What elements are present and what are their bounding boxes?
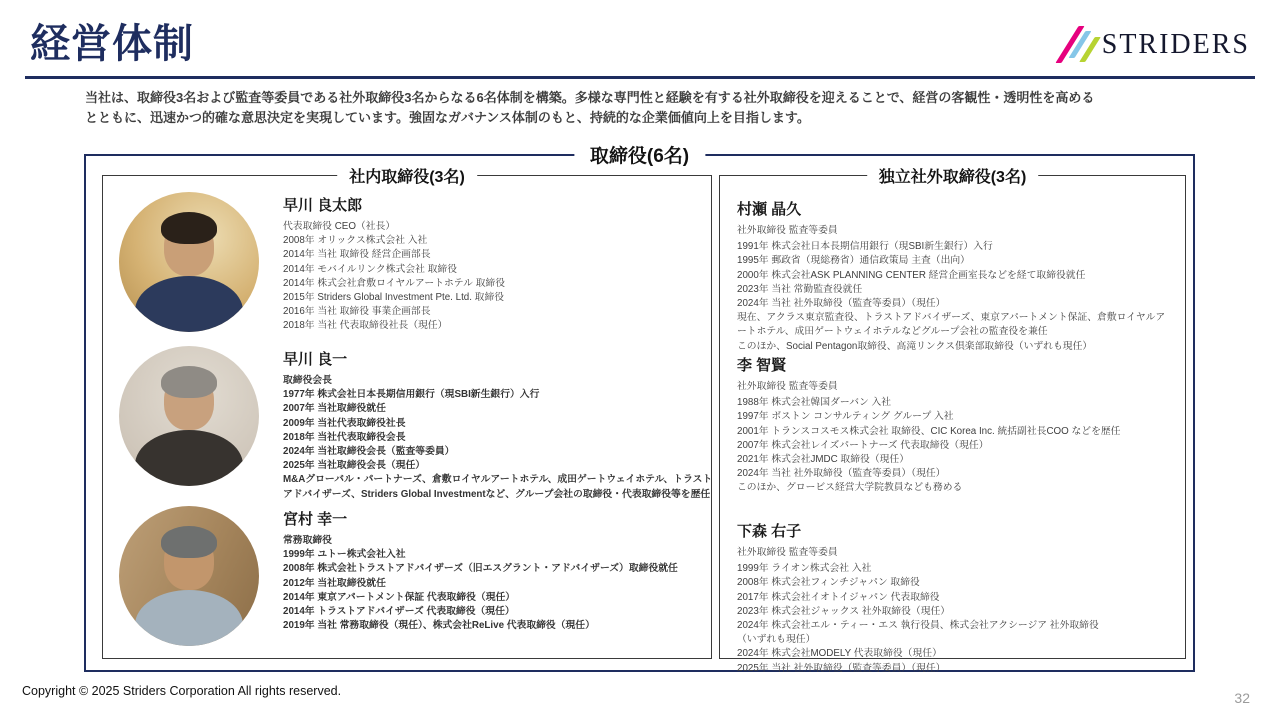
member-role: 取締役会長 — [283, 375, 332, 386]
career-line: 2012年 当社取締役就任 — [283, 577, 386, 589]
member-career — [737, 240, 1171, 354]
board-box — [84, 146, 1195, 674]
member-career — [283, 548, 713, 633]
member-name: 村瀬 晶久 — [737, 201, 802, 218]
member-role: 社外取締役 監査等委員 — [737, 225, 838, 236]
member-role: 代表取締役 CEO（社長） — [283, 221, 396, 232]
internal-directors-title: 社内取締役(3名) — [337, 164, 477, 187]
career-line: 2024年 株式会社エル・ティー・エス 執行役員、株式会社アクシージア 社外取締役 — [737, 620, 1099, 632]
career-line: 2007年 当社取締役就任 — [283, 403, 386, 415]
member-photo — [119, 192, 259, 332]
member-photo — [119, 346, 259, 486]
career-line: 2025年 当社 社外取締役（監査等委員）（現任） — [737, 662, 946, 674]
career-line: 2014年 東京アパートメント保証 代表取締役（現任） — [283, 591, 516, 603]
career-line: （いずれも現任） — [737, 634, 816, 646]
member-block-shimomori-yuko — [737, 520, 1171, 676]
external-directors-box — [719, 169, 1186, 674]
member-bio — [283, 192, 713, 334]
member-career — [283, 388, 713, 502]
member-role: 常務取締役 — [283, 535, 332, 546]
member-career — [737, 396, 1171, 495]
career-line: 2014年 当社 取締役 経営企画部長 — [283, 249, 431, 261]
career-line: 1977年 株式会社日本長期信用銀行（現SBI新生銀行）入行 — [283, 389, 540, 401]
career-line: 2014年 株式会社倉敷ロイヤルアートホテル 取締役 — [283, 277, 505, 289]
intro-text — [85, 88, 1185, 128]
career-line: 1988年 株式会社韓国ダーバン 入社 — [737, 397, 892, 409]
career-line: 2024年 当社 社外取締役（監査等委員）（現任） — [737, 298, 946, 310]
member-role: 社外取締役 監査等委員 — [737, 381, 838, 392]
career-line: 2008年 株式会社トラストアドバイザーズ（旧エスグラント・アドバイザーズ）取締役就任 — [283, 563, 678, 575]
page-number: 32 — [1234, 690, 1250, 706]
career-line: M&Aグローバル・パートナーズ、倉敷ロイヤルアートホテル、成田ゲートウェイホテル、トラストアドバイザーズ、Striders Global Investmentなど、グループ会社の取締役・代表取締役等を歴任 — [283, 474, 713, 500]
career-line: 1999年 ライオン株式会社 入社 — [737, 563, 872, 575]
member-block-miyamura-koichi — [119, 506, 713, 646]
career-line: 2008年 オリックス株式会社 入社 — [283, 235, 428, 247]
career-line: 2024年 株式会社MODELY 代表取締役（現任） — [737, 648, 942, 660]
career-line: 2009年 当社代表取締役社長 — [283, 417, 406, 429]
board-title: 取締役(6名) — [574, 141, 705, 168]
career-line: 1999年 ユトー株式会社入社 — [283, 549, 406, 561]
title-divider — [25, 76, 1255, 79]
career-line: 2021年 株式会社JMDC 取締役（現任） — [737, 454, 910, 466]
striders-logo — [1067, 26, 1250, 63]
career-line: このほか、グロービス経営大学院教員なども務める — [737, 482, 963, 494]
career-line: 2008年 株式会社フィンチジャパン 取締役 — [737, 577, 920, 589]
career-line: 2007年 株式会社レイズパートナーズ 代表取締役（現任） — [737, 439, 989, 451]
career-line: 2023年 当社 常勤監査役就任 — [737, 283, 863, 295]
avatar-silhouette-torso — [135, 430, 243, 486]
avatar-silhouette-torso — [135, 276, 243, 332]
logo-text: STRIDERS — [1101, 28, 1250, 60]
logo-stripes-icon — [1067, 26, 1093, 63]
internal-directors-box — [102, 169, 713, 659]
member-name: 早川 良太郎 — [283, 197, 363, 214]
career-line: 2016年 当社 取締役 事業企画部長 — [283, 306, 431, 318]
career-line: 2025年 当社取締役会長（現任） — [283, 460, 426, 472]
career-line: 1997年 ボストン コンサルティング グループ 入社 — [737, 411, 954, 423]
intro-line-2: とともに、迅速かつ的確な意思決定を実現しています。強固なガバナンス体制のもと、持続的な企業価値向上を目指します。 — [85, 110, 810, 126]
member-bio — [283, 506, 713, 633]
member-block-murase-akihisa — [737, 198, 1171, 354]
member-career — [737, 562, 1171, 676]
member-name: 宮村 幸一 — [283, 511, 348, 528]
career-line: 2019年 当社 常務取締役（現任）、株式会社ReLive 代表取締役（現任） — [283, 620, 595, 632]
career-line: 現在、アクラス東京監査役、トラストアドバイザーズ、東京アパートメント保証、倉敷ロイヤルアートホテル、成田ゲートウェイホテルなどグループ会社の監査役を兼任 — [737, 312, 1166, 338]
avatar-silhouette-head — [164, 218, 214, 276]
member-name: 早川 良一 — [283, 351, 348, 368]
page-title: 経営体制 — [30, 22, 194, 66]
member-role: 社外取締役 監査等委員 — [737, 547, 838, 558]
career-line: 2023年 株式会社ジャックス 社外取締役（現任） — [737, 605, 951, 617]
career-line: 1995年 郵政省（現総務省）通信政策局 主査（出向） — [737, 255, 970, 267]
career-line: 1991年 株式会社日本長期信用銀行（現SBI新生銀行）入行 — [737, 241, 993, 253]
career-line: 2014年 トラストアドバイザーズ 代表取締役（現任） — [283, 606, 515, 618]
member-name: 李 智賢 — [737, 357, 787, 374]
member-bio — [283, 346, 713, 502]
external-directors-title: 独立社外取締役(3名) — [867, 164, 1039, 187]
career-line: 2001年 トランスコスモス株式会社 取締役、CIC Korea Inc. 統括副社長COO などを歴任 — [737, 425, 1121, 437]
career-line: 2018年 当社 代表取締役社長（現任） — [283, 320, 448, 332]
career-line: 2024年 当社取締役会長（監査等委員） — [283, 446, 455, 458]
avatar-silhouette-head — [164, 532, 214, 590]
career-line: 2000年 株式会社ASK PLANNING CENTER 経営企画室長などを経て取締役就任 — [737, 269, 1086, 281]
career-line: 2024年 当社 社外取締役（監査等委員）（現任） — [737, 468, 946, 480]
member-block-lee-jihyun — [737, 354, 1171, 496]
member-photo — [119, 506, 259, 646]
career-line: 2018年 当社代表取締役会長 — [283, 431, 406, 443]
career-line: このほか、Social Pentagon取締役、高滝リンクス倶楽部取締役（いずれも現任） — [737, 340, 1093, 352]
avatar-silhouette-head — [164, 372, 214, 430]
member-name: 下森 右子 — [737, 523, 802, 540]
career-line: 2014年 モバイルリンク株式会社 取締役 — [283, 263, 457, 275]
member-career — [283, 234, 713, 333]
member-block-hayakawa-ryotaro — [119, 192, 713, 334]
intro-line-1: 当社は、取締役3名および監査等委員である社外取締役3名からなる6名体制を構築。多様な専門性と経験を有する社外取締役を迎えることで、経営の客観性・透明性を高める — [85, 90, 1095, 105]
member-block-hayakawa-ryoichi — [119, 346, 713, 502]
copyright: Copyright © 2025 Striders Corporation All rights reserved. — [22, 684, 342, 698]
avatar-silhouette-torso — [135, 590, 243, 646]
career-line: 2015年 Striders Global Investment Pte. Ltd. 取締役 — [283, 292, 505, 304]
career-line: 2017年 株式会社イオトイジャパン 代表取締役 — [737, 591, 940, 603]
